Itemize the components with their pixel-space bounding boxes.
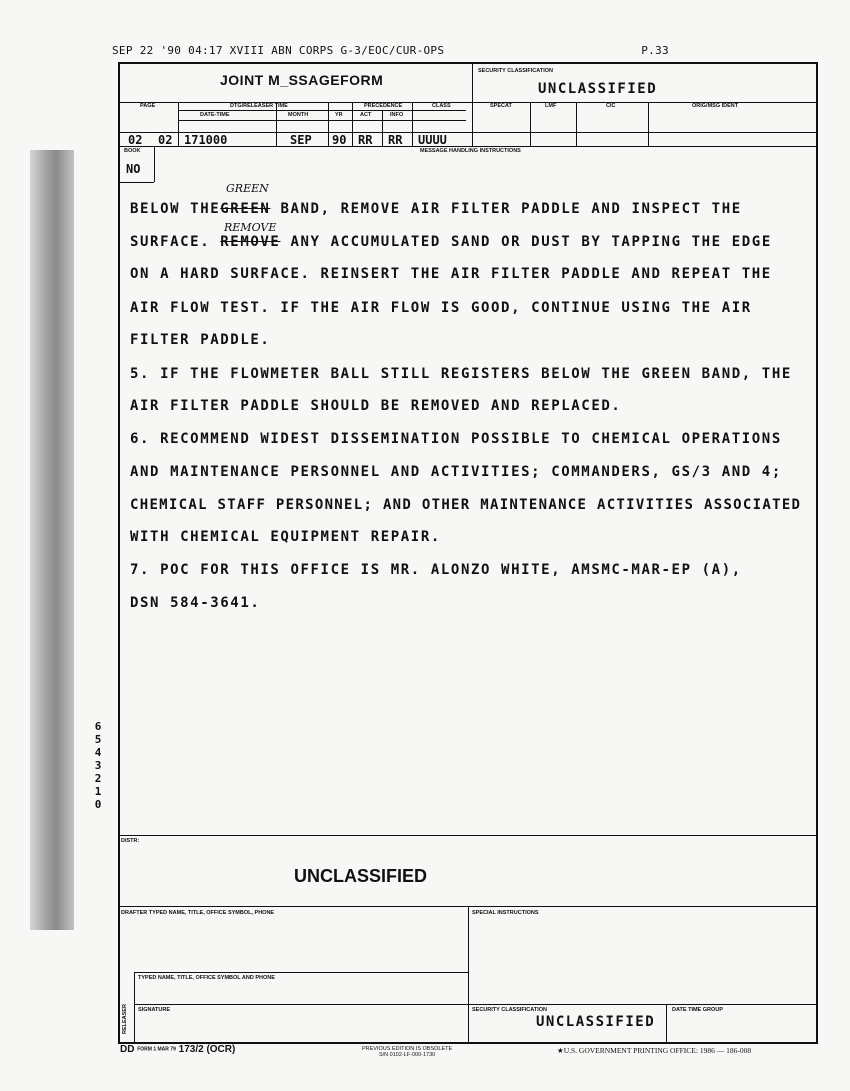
releaser-typed-label: TYPED NAME, TITLE, OFFICE SYMBOL AND PHONE bbox=[138, 975, 275, 981]
security-classification-top: UNCLASSIFIED bbox=[538, 81, 658, 97]
col-specat: SPECAT bbox=[490, 103, 512, 109]
body-line: AIR FLOW TEST. IF THE AIR FLOW IS GOOD, CONTINUE USING THE AIR bbox=[130, 300, 752, 316]
signature-label: SIGNATURE bbox=[138, 1007, 170, 1013]
form-date: FORM 1 MAR 79 bbox=[137, 1046, 176, 1053]
col-dtg-releaser-time: DTG/RELEASER TIME bbox=[230, 103, 288, 109]
page-total-value: 02 bbox=[158, 133, 173, 147]
security-classification-label: SECURITY CLASSIFICATION bbox=[478, 68, 553, 74]
form-number: 173/2 (OCR) bbox=[178, 1044, 236, 1055]
col-date-time: DATE-TIME bbox=[200, 112, 230, 118]
col-yr: YR bbox=[335, 112, 343, 118]
body-line: 7. POC FOR THIS OFFICE IS MR. ALONZO WHITE, AMSMC-MAR-EP (A), bbox=[130, 562, 742, 578]
act-value: RR bbox=[358, 133, 373, 147]
distr-divider bbox=[118, 835, 818, 836]
body-line: AND MAINTENANCE PERSONNEL AND ACTIVITIES; COMMANDERS, GS/3 AND 4; bbox=[130, 464, 782, 480]
fax-transmission-header bbox=[112, 44, 669, 57]
col-orig-msg-ident: ORIG/MSG IDENT bbox=[692, 103, 739, 109]
margin-number: 3 bbox=[94, 759, 102, 772]
dtg-divider bbox=[666, 1004, 667, 1044]
body-line-2 bbox=[130, 234, 772, 250]
margin-number: 2 bbox=[94, 772, 102, 785]
releaser-side-label: RELEASER bbox=[122, 1004, 128, 1034]
fax-header-text: SEP 22 '90 04:17 XVIII ABN CORPS G-3/EOC/CUR-OPS bbox=[112, 44, 445, 57]
body-line: DSN 584-3641. bbox=[130, 595, 261, 611]
scan-edge-shadow bbox=[30, 150, 74, 930]
book-label: BOOK bbox=[124, 148, 141, 154]
class-value: UUUU bbox=[418, 133, 447, 147]
info-value: RR bbox=[388, 133, 403, 147]
gpo-imprint: ★U.S. GOVERNMENT PRINTING OFFICE: 1986 — 186-008 bbox=[557, 1046, 752, 1055]
margin-number: 4 bbox=[94, 746, 102, 759]
col-month: MONTH bbox=[288, 112, 309, 118]
body-line: CHEMICAL STAFF PERSONNEL; AND OTHER MAINTENANCE ACTIVITIES ASSOCIATED bbox=[130, 497, 802, 513]
special-instructions-label: SPECIAL INSTRUCTIONS bbox=[472, 910, 539, 916]
edition-note bbox=[362, 1046, 452, 1058]
body-line-1-end: BAND, REMOVE AIR FILTER PADDLE AND INSPECT THE bbox=[270, 201, 742, 217]
margin-number: 1 bbox=[94, 785, 102, 798]
margin-numbers bbox=[92, 720, 104, 811]
col-page: PAGE bbox=[140, 103, 156, 109]
yr-value: 90 bbox=[332, 133, 347, 147]
previous-edition-note: PREVIOUS EDITION IS OBSOLETE bbox=[362, 1046, 453, 1052]
col-class: CLASS bbox=[432, 103, 451, 109]
body-line: AIR FILTER PADDLE SHOULD BE REMOVED AND REPLACED. bbox=[130, 398, 622, 414]
page-of-value: 02 bbox=[128, 133, 143, 147]
col-lmf: LMF bbox=[545, 103, 557, 109]
form-id: DD bbox=[120, 1044, 135, 1055]
body-line-2-end: ANY ACCUMULATED SAND OR DUST BY TAPPING THE EDGE bbox=[280, 234, 772, 250]
margin-number: 5 bbox=[94, 733, 102, 746]
distr-label: DISTR: bbox=[121, 838, 140, 844]
stock-number: S/N 0102-LF-000-1730 bbox=[378, 1052, 436, 1058]
month-value: SEP bbox=[290, 133, 312, 147]
body-line: ON A HARD SURFACE. REINSERT THE AIR FILTER PADDLE AND REPEAT THE bbox=[130, 266, 772, 282]
body-line: WITH CHEMICAL EQUIPMENT REPAIR. bbox=[130, 529, 441, 545]
margin-number: 0 bbox=[94, 798, 102, 811]
margin-number: 6 bbox=[94, 720, 102, 733]
security-classification-bottom: UNCLASSIFIED bbox=[536, 1014, 656, 1030]
body-line: 5. IF THE FLOWMETER BALL STILL REGISTERS BELOW THE GREEN BAND, THE bbox=[130, 366, 792, 382]
handwritten-remove-annotation: REMOVE bbox=[224, 221, 277, 234]
body-line-1-start: BELOW THE bbox=[130, 201, 221, 217]
form-identifier bbox=[120, 1044, 235, 1055]
special-instructions-divider bbox=[468, 906, 469, 1044]
body-line: 6. RECOMMEND WIDEST DISSEMINATION POSSIBLE TO CHEMICAL OPERATIONS bbox=[130, 431, 782, 447]
book-value: NO bbox=[126, 162, 141, 176]
releaser-divider bbox=[134, 972, 468, 973]
date-time-value: 171000 bbox=[184, 133, 228, 147]
col-precedence: PRECEDENCE bbox=[364, 103, 403, 109]
struck-word-remove: REMOVE bbox=[220, 234, 281, 250]
form-title: JOINT M_SSAGEFORM bbox=[220, 72, 384, 88]
body-line: FILTER PADDLE. bbox=[130, 332, 271, 348]
col-act: ACT bbox=[360, 112, 372, 118]
releaser-side-divider bbox=[134, 972, 135, 1044]
col-cic: CIC bbox=[606, 103, 616, 109]
body-line-1 bbox=[130, 201, 742, 217]
distr-unclassified-stamp: UNCLASSIFIED bbox=[294, 866, 428, 886]
drafter-label: DRAFTER TYPED NAME, TITLE, OFFICE SYMBOL, PHONE bbox=[121, 910, 275, 916]
body-line-2-start: SURFACE. bbox=[130, 234, 221, 250]
handwritten-green-annotation: GREEN bbox=[226, 182, 269, 195]
struck-word-green: GREEN bbox=[220, 201, 271, 217]
date-time-group-label: DATE TIME GROUP bbox=[672, 1007, 723, 1013]
signature-divider bbox=[134, 1004, 468, 1005]
col-info: INFO bbox=[390, 112, 404, 118]
security-classification-bottom-label: SECURITY CLASSIFICATION bbox=[472, 1007, 547, 1013]
message-handling-label: MESSAGE HANDLING INSTRUCTIONS bbox=[420, 148, 521, 154]
bottom-classification-divider bbox=[468, 1004, 818, 1005]
fax-page-number: P.33 bbox=[641, 44, 669, 57]
